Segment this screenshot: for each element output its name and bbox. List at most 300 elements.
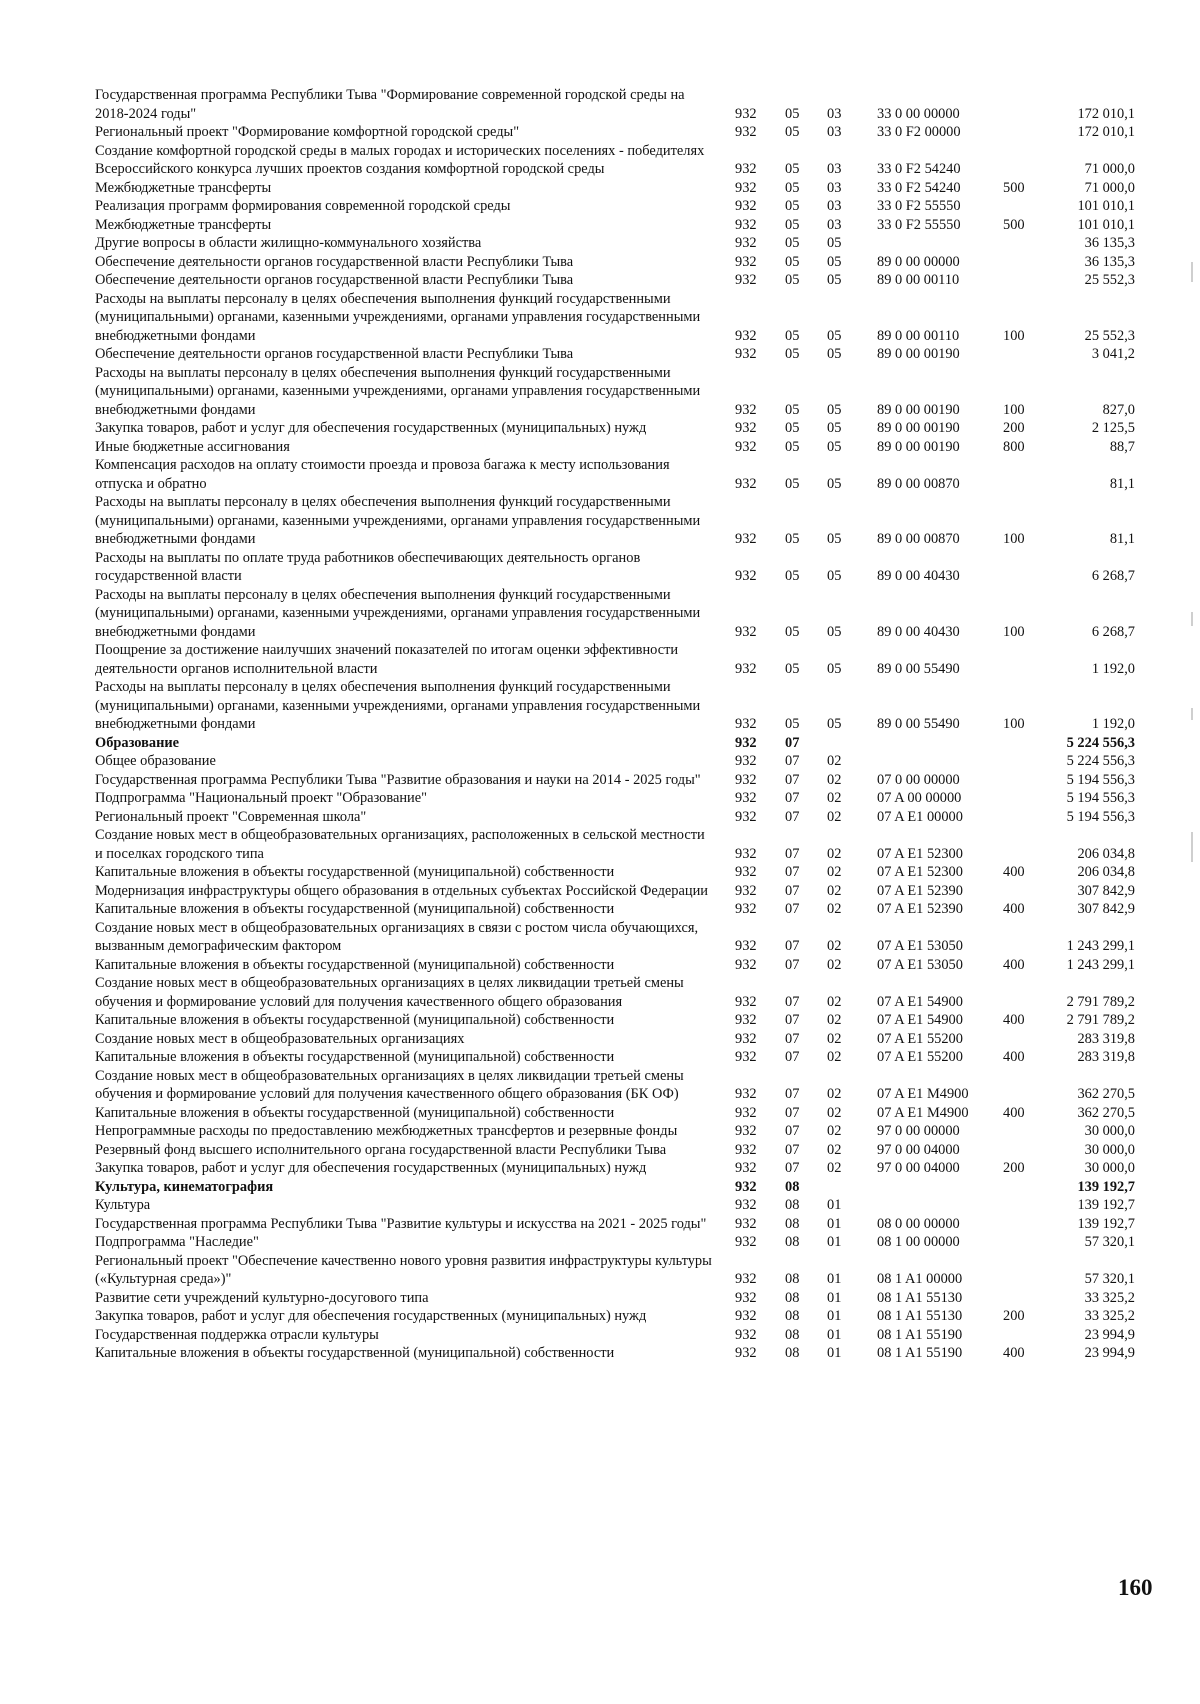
row-target-article-code: 89 0 00 00000 bbox=[877, 253, 960, 270]
row-expense-type-code: 200 bbox=[1003, 1160, 1025, 1176]
row-name: Капитальные вложения в объекты государственной (муниципальной) собственности bbox=[95, 1012, 615, 1028]
row-section-code: 08 bbox=[785, 1215, 800, 1232]
row-grbs-code: 932 bbox=[735, 198, 757, 214]
row-amount: 30 000,0 bbox=[1084, 1160, 1135, 1176]
row-subsection-code: 02 bbox=[827, 1030, 842, 1047]
row-target-article-code: 89 0 00 40430 bbox=[877, 623, 960, 640]
table-row bbox=[0, 1233, 1200, 1252]
table-row bbox=[0, 1252, 1200, 1289]
row-name: Расходы на выплаты персоналу в целях обеспечения выполнения функций государственными (муниципальными) органами, казенными учреждениями, органами управления государственными внебюджетными фондами bbox=[95, 679, 704, 732]
row-grbs-code: 932 bbox=[735, 753, 757, 769]
row-target-article-code: 07 A E1 52390 bbox=[877, 882, 963, 899]
table-row bbox=[0, 1030, 1200, 1049]
table-row bbox=[0, 438, 1200, 457]
row-subsection-code: 02 bbox=[827, 845, 842, 862]
table-row bbox=[0, 197, 1200, 216]
row-name: Расходы на выплаты персоналу в целях обеспечения выполнения функций государственными (муниципальными) органами, казенными учреждениями, органами управления государственными внебюджетными фондами bbox=[95, 290, 704, 344]
row-name: Создание комфортной городской среды в малых городах и исторических поселениях - победителях Всероссийского конкурса лучших проектов создания комфортной городской среды bbox=[95, 142, 708, 177]
row-subsection-code: 02 bbox=[827, 901, 842, 917]
row-name: Капитальные вложения в объекты государственной (муниципальной) собственности bbox=[95, 1345, 615, 1361]
row-target-article-code: 33 0 00 00000 bbox=[877, 105, 960, 122]
row-amount: 81,1 bbox=[1109, 475, 1135, 492]
table-row bbox=[0, 271, 1200, 290]
table-row bbox=[0, 549, 1200, 586]
row-name: Закупка товаров, работ и услуг для обеспечения государственных (муниципальных) нужд bbox=[95, 420, 647, 436]
row-name: Иные бюджетные ассигнования bbox=[95, 438, 290, 455]
row-amount: 1 243 299,1 bbox=[1066, 938, 1135, 954]
row-amount: 139 192,7 bbox=[1077, 1197, 1135, 1213]
row-section-code: 07 bbox=[785, 771, 800, 788]
row-section-code: 05 bbox=[785, 272, 800, 288]
row-grbs-code: 932 bbox=[735, 1030, 757, 1047]
row-name: Создание новых мест в общеобразовательных организациях в связи с ростом числа обучающихся, вызванным демографическим фактором bbox=[95, 919, 702, 954]
row-amount: 88,7 bbox=[1109, 438, 1135, 455]
row-amount: 139 192,7 bbox=[1077, 1178, 1135, 1195]
row-subsection-code: 03 bbox=[827, 216, 842, 233]
row-amount: 36 135,3 bbox=[1084, 235, 1135, 251]
row-grbs-code: 932 bbox=[735, 1160, 757, 1176]
row-amount: 57 320,1 bbox=[1084, 1271, 1135, 1287]
row-section-code: 05 bbox=[785, 105, 800, 122]
row-section-code: 07 bbox=[785, 1049, 800, 1065]
row-grbs-code: 932 bbox=[735, 253, 757, 270]
row-target-article-code: 08 1 A1 55190 bbox=[877, 1326, 963, 1343]
row-section-code: 07 bbox=[785, 753, 800, 769]
row-section-code: 07 bbox=[785, 1160, 800, 1176]
row-grbs-code: 932 bbox=[735, 1215, 757, 1232]
row-target-article-code: 08 0 00 00000 bbox=[877, 1215, 960, 1232]
page-number: 160 bbox=[1118, 1575, 1153, 1600]
scan-edge-mark bbox=[1191, 612, 1193, 626]
table-row bbox=[0, 863, 1200, 882]
row-section-code: 05 bbox=[785, 438, 800, 455]
row-target-article-code: 89 0 00 00190 bbox=[877, 346, 960, 362]
row-grbs-code: 932 bbox=[735, 475, 757, 492]
row-target-article-code: 89 0 00 00190 bbox=[877, 420, 960, 436]
row-subsection-code: 05 bbox=[827, 272, 842, 288]
scan-edge-mark bbox=[1191, 832, 1193, 862]
row-grbs-code: 932 bbox=[735, 993, 757, 1010]
row-grbs-code: 932 bbox=[735, 1271, 757, 1287]
row-subsection-code: 05 bbox=[827, 253, 842, 270]
row-subsection-code: 01 bbox=[827, 1215, 842, 1232]
row-target-article-code: 07 A 00 00000 bbox=[877, 790, 962, 806]
row-subsection-code: 02 bbox=[827, 753, 842, 769]
row-name: Капитальные вложения в объекты государственной (муниципальной) собственности bbox=[95, 1104, 615, 1121]
row-section-code: 07 bbox=[785, 1104, 800, 1121]
row-target-article-code: 89 0 00 00190 bbox=[877, 438, 960, 455]
row-amount: 36 135,3 bbox=[1084, 253, 1135, 270]
row-name: Капитальные вложения в объекты государственной (муниципальной) собственности bbox=[95, 1049, 615, 1065]
row-target-article-code: 89 0 00 00190 bbox=[877, 401, 960, 418]
row-name: Региональный проект "Формирование комфортной городской среды" bbox=[95, 124, 520, 140]
section-row bbox=[0, 1178, 1200, 1197]
row-subsection-code: 01 bbox=[827, 1197, 842, 1213]
table-row bbox=[0, 1159, 1200, 1178]
table-row bbox=[0, 752, 1200, 771]
budget-table bbox=[0, 86, 1200, 1363]
section-row bbox=[0, 734, 1200, 753]
table-row bbox=[0, 142, 1200, 179]
table-row bbox=[0, 919, 1200, 956]
row-name: Создание новых мест в общеобразовательных организациях bbox=[95, 1030, 465, 1047]
row-amount: 5 194 556,3 bbox=[1066, 808, 1135, 825]
row-target-article-code: 97 0 00 00000 bbox=[877, 1123, 960, 1139]
row-amount: 206 034,8 bbox=[1077, 864, 1135, 880]
row-grbs-code: 932 bbox=[735, 1289, 757, 1306]
row-target-article-code: 08 1 00 00000 bbox=[877, 1234, 960, 1250]
row-subsection-code: 02 bbox=[827, 1160, 842, 1176]
row-name: Обеспечение деятельности органов государственной власти Республики Тыва bbox=[95, 253, 574, 270]
row-section-code: 07 bbox=[785, 845, 800, 862]
row-grbs-code: 932 bbox=[735, 1012, 757, 1028]
row-expense-type-code: 400 bbox=[1003, 1049, 1025, 1065]
row-amount: 206 034,8 bbox=[1077, 845, 1135, 862]
table-row bbox=[0, 1196, 1200, 1215]
row-subsection-code: 02 bbox=[827, 790, 842, 806]
row-subsection-code: 03 bbox=[827, 124, 842, 140]
row-section-code: 07 bbox=[785, 734, 800, 751]
row-name: Культура, кинематография bbox=[95, 1178, 274, 1195]
row-subsection-code: 02 bbox=[827, 771, 842, 788]
row-subsection-code: 05 bbox=[827, 475, 842, 492]
row-amount: 6 268,7 bbox=[1091, 623, 1135, 640]
row-section-code: 05 bbox=[785, 531, 800, 547]
row-amount: 23 994,9 bbox=[1084, 1326, 1135, 1343]
table-row bbox=[0, 1215, 1200, 1234]
row-target-article-code: 07 A E1 52390 bbox=[877, 901, 963, 917]
row-section-code: 07 bbox=[785, 1012, 800, 1028]
row-name: Государственная программа Республики Тыва "Развитие культуры и искусства на 2021 - 2025 годы" bbox=[95, 1215, 707, 1232]
row-section-code: 05 bbox=[785, 401, 800, 418]
row-name: Непрограммные расходы по предоставлению межбюджетных трансфертов и резервные фонды bbox=[95, 1123, 678, 1139]
table-row bbox=[0, 290, 1200, 346]
row-subsection-code: 01 bbox=[827, 1289, 842, 1306]
row-target-article-code: 33 0 F2 55550 bbox=[877, 198, 961, 214]
row-name: Капитальные вложения в объекты государственной (муниципальной) собственности bbox=[95, 956, 615, 973]
row-amount: 827,0 bbox=[1102, 401, 1135, 418]
row-grbs-code: 932 bbox=[735, 956, 757, 973]
row-name: Компенсация расходов на оплату стоимости проезда и провоза багажа к месту использования отпуска и обратно bbox=[95, 457, 674, 492]
row-subsection-code: 02 bbox=[827, 1141, 842, 1158]
row-section-code: 07 bbox=[785, 882, 800, 899]
row-target-article-code: 33 0 F2 00000 bbox=[877, 124, 961, 140]
row-amount: 23 994,9 bbox=[1084, 1345, 1135, 1361]
row-section-code: 05 bbox=[785, 623, 800, 640]
table-row bbox=[0, 826, 1200, 863]
row-grbs-code: 932 bbox=[735, 1104, 757, 1121]
row-name: Общее образование bbox=[95, 753, 216, 769]
row-subsection-code: 02 bbox=[827, 1086, 842, 1102]
row-target-article-code: 07 A E1 00000 bbox=[877, 808, 963, 825]
row-amount: 139 192,7 bbox=[1077, 1215, 1135, 1232]
row-name: Расходы на выплаты персоналу в целях обеспечения выполнения функций государственными (муниципальными) органами, казенными учреждениями, органами управления государственными внебюджетными фондами bbox=[95, 494, 704, 547]
row-amount: 1 243 299,1 bbox=[1066, 956, 1135, 973]
table-row bbox=[0, 364, 1200, 420]
row-amount: 1 192,0 bbox=[1091, 716, 1135, 732]
row-name: Государственная поддержка отрасли культуры bbox=[95, 1326, 379, 1343]
row-subsection-code: 05 bbox=[827, 420, 842, 436]
row-grbs-code: 932 bbox=[735, 1345, 757, 1361]
row-grbs-code: 932 bbox=[735, 808, 757, 825]
row-amount: 30 000,0 bbox=[1084, 1123, 1135, 1139]
row-name: Культура bbox=[95, 1197, 151, 1213]
table-row bbox=[0, 216, 1200, 235]
row-section-code: 07 bbox=[785, 864, 800, 880]
table-row bbox=[0, 641, 1200, 678]
row-target-article-code: 97 0 00 04000 bbox=[877, 1141, 960, 1158]
row-expense-type-code: 400 bbox=[1003, 901, 1025, 917]
table-row bbox=[0, 789, 1200, 808]
table-row bbox=[0, 956, 1200, 975]
row-grbs-code: 932 bbox=[735, 235, 757, 251]
row-amount: 283 319,8 bbox=[1077, 1030, 1135, 1047]
row-grbs-code: 932 bbox=[735, 531, 757, 547]
row-subsection-code: 01 bbox=[827, 1326, 842, 1343]
row-expense-type-code: 100 bbox=[1003, 531, 1025, 547]
row-amount: 5 224 556,3 bbox=[1066, 734, 1135, 751]
row-target-article-code: 07 A E1 M4900 bbox=[877, 1086, 969, 1102]
row-grbs-code: 932 bbox=[735, 771, 757, 788]
row-grbs-code: 932 bbox=[735, 1086, 757, 1102]
row-grbs-code: 932 bbox=[735, 1178, 757, 1195]
row-grbs-code: 932 bbox=[735, 161, 757, 177]
row-grbs-code: 932 bbox=[735, 105, 757, 122]
row-amount: 81,1 bbox=[1109, 531, 1135, 547]
row-grbs-code: 932 bbox=[735, 790, 757, 806]
row-grbs-code: 932 bbox=[735, 1197, 757, 1213]
row-target-article-code: 08 1 A1 55130 bbox=[877, 1308, 963, 1324]
table-row bbox=[0, 1344, 1200, 1363]
row-subsection-code: 02 bbox=[827, 882, 842, 899]
row-grbs-code: 932 bbox=[735, 401, 757, 418]
row-section-code: 05 bbox=[785, 216, 800, 233]
row-subsection-code: 03 bbox=[827, 179, 842, 196]
row-name: Расходы на выплаты персоналу в целях обеспечения выполнения функций государственными (муниципальными) органами, казенными учреждениями, органами управления государственными внебюджетными фондами bbox=[95, 364, 704, 418]
row-amount: 30 000,0 bbox=[1084, 1141, 1135, 1158]
table-row bbox=[0, 900, 1200, 919]
row-section-code: 05 bbox=[785, 568, 800, 584]
row-grbs-code: 932 bbox=[735, 938, 757, 954]
row-expense-type-code: 200 bbox=[1003, 1308, 1025, 1324]
row-target-article-code: 07 A E1 52300 bbox=[877, 864, 963, 880]
row-amount: 101 010,1 bbox=[1077, 216, 1135, 233]
row-grbs-code: 932 bbox=[735, 124, 757, 140]
row-target-article-code: 07 A E1 55200 bbox=[877, 1049, 963, 1065]
row-section-code: 05 bbox=[785, 327, 800, 344]
row-subsection-code: 02 bbox=[827, 1104, 842, 1121]
row-section-code: 07 bbox=[785, 1123, 800, 1139]
row-section-code: 05 bbox=[785, 420, 800, 436]
row-target-article-code: 07 0 00 00000 bbox=[877, 771, 960, 788]
table-row bbox=[0, 882, 1200, 901]
row-name: Резервный фонд высшего исполнительного органа государственной власти Республики Тыва bbox=[95, 1141, 667, 1158]
row-subsection-code: 03 bbox=[827, 105, 842, 122]
row-subsection-code: 05 bbox=[827, 401, 842, 418]
row-target-article-code: 89 0 00 40430 bbox=[877, 568, 960, 584]
row-name: Другие вопросы в области жилищно-коммунального хозяйства bbox=[95, 235, 482, 251]
row-expense-type-code: 400 bbox=[1003, 864, 1025, 880]
row-grbs-code: 932 bbox=[735, 734, 757, 751]
row-section-code: 08 bbox=[785, 1308, 800, 1324]
row-section-code: 08 bbox=[785, 1234, 800, 1250]
table-row bbox=[0, 678, 1200, 734]
row-amount: 33 325,2 bbox=[1084, 1289, 1135, 1306]
row-grbs-code: 932 bbox=[735, 420, 757, 436]
row-subsection-code: 05 bbox=[827, 623, 842, 640]
row-expense-type-code: 500 bbox=[1003, 179, 1025, 196]
row-subsection-code: 01 bbox=[827, 1308, 842, 1324]
row-section-code: 05 bbox=[785, 179, 800, 196]
row-target-article-code: 07 A E1 53050 bbox=[877, 956, 963, 973]
row-subsection-code: 01 bbox=[827, 1345, 842, 1361]
row-subsection-code: 05 bbox=[827, 327, 842, 344]
row-name: Обеспечение деятельности органов государственной власти Республики Тыва bbox=[95, 346, 574, 362]
table-row bbox=[0, 234, 1200, 253]
row-section-code: 08 bbox=[785, 1197, 800, 1213]
row-grbs-code: 932 bbox=[735, 1326, 757, 1343]
table-row bbox=[0, 586, 1200, 642]
row-name: Подпрограмма "Наследие" bbox=[95, 1234, 259, 1250]
row-subsection-code: 01 bbox=[827, 1234, 842, 1250]
row-expense-type-code: 100 bbox=[1003, 716, 1025, 732]
row-name: Региональный проект "Современная школа" bbox=[95, 808, 367, 825]
row-subsection-code: 02 bbox=[827, 1012, 842, 1028]
row-name: Региональный проект "Обеспечение качественно нового уровня развития инфраструктуры культуры («Культурная среда»)" bbox=[95, 1252, 716, 1287]
row-expense-type-code: 100 bbox=[1003, 623, 1025, 640]
table-row bbox=[0, 1048, 1200, 1067]
row-section-code: 05 bbox=[785, 161, 800, 177]
row-subsection-code: 03 bbox=[827, 198, 842, 214]
row-expense-type-code: 400 bbox=[1003, 1345, 1025, 1361]
row-target-article-code: 89 0 00 00110 bbox=[877, 272, 960, 288]
table-row bbox=[0, 1141, 1200, 1160]
row-target-article-code: 08 1 A1 55130 bbox=[877, 1289, 963, 1306]
row-grbs-code: 932 bbox=[735, 346, 757, 362]
row-name: Реализация программ формирования современной городской среды bbox=[95, 198, 511, 214]
table-row bbox=[0, 974, 1200, 1011]
row-amount: 25 552,3 bbox=[1084, 327, 1135, 344]
row-grbs-code: 932 bbox=[735, 568, 757, 584]
row-target-article-code: 08 1 A1 00000 bbox=[877, 1271, 963, 1287]
row-grbs-code: 932 bbox=[735, 864, 757, 880]
table-row bbox=[0, 493, 1200, 549]
row-name: Капитальные вложения в объекты государственной (муниципальной) собственности bbox=[95, 901, 615, 917]
row-amount: 362 270,5 bbox=[1077, 1104, 1135, 1121]
row-section-code: 08 bbox=[785, 1345, 800, 1361]
row-grbs-code: 932 bbox=[735, 1234, 757, 1250]
row-grbs-code: 932 bbox=[735, 438, 757, 455]
table-row bbox=[0, 456, 1200, 493]
row-section-code: 05 bbox=[785, 660, 800, 677]
row-amount: 283 319,8 bbox=[1077, 1049, 1135, 1065]
row-subsection-code: 01 bbox=[827, 1271, 842, 1287]
table-row bbox=[0, 1307, 1200, 1326]
row-name: Межбюджетные трансферты bbox=[95, 179, 272, 196]
table-row bbox=[0, 771, 1200, 790]
row-amount: 5 224 556,3 bbox=[1066, 753, 1135, 769]
row-subsection-code: 05 bbox=[827, 716, 842, 732]
row-section-code: 05 bbox=[785, 198, 800, 214]
row-amount: 172 010,1 bbox=[1077, 124, 1135, 140]
table-row bbox=[0, 179, 1200, 198]
row-section-code: 08 bbox=[785, 1326, 800, 1343]
row-grbs-code: 932 bbox=[735, 901, 757, 917]
row-name: Обеспечение деятельности органов государственной власти Республики Тыва bbox=[95, 272, 574, 288]
row-amount: 307 842,9 bbox=[1077, 901, 1135, 917]
row-target-article-code: 07 A E1 54900 bbox=[877, 993, 963, 1010]
row-grbs-code: 932 bbox=[735, 845, 757, 862]
row-target-article-code: 89 0 00 00110 bbox=[877, 327, 960, 344]
table-row bbox=[0, 1289, 1200, 1308]
row-grbs-code: 932 bbox=[735, 882, 757, 899]
row-expense-type-code: 800 bbox=[1003, 438, 1025, 455]
row-name: Капитальные вложения в объекты государственной (муниципальной) собственности bbox=[95, 864, 615, 880]
row-amount: 172 010,1 bbox=[1077, 105, 1135, 122]
row-amount: 5 194 556,3 bbox=[1066, 790, 1135, 806]
row-subsection-code: 02 bbox=[827, 1049, 842, 1065]
row-subsection-code: 02 bbox=[827, 956, 842, 973]
row-grbs-code: 932 bbox=[735, 179, 757, 196]
row-target-article-code: 33 0 F2 54240 bbox=[877, 179, 961, 196]
row-target-article-code: 89 0 00 55490 bbox=[877, 716, 960, 732]
row-name: Создание новых мест в общеобразовательных организациях в целях ликвидации третьей смены обучения и формирование условий для получения качественного общего образования bbox=[95, 975, 688, 1010]
row-name: Государственная программа Республики Тыва "Формирование современной городской среды на 2018-2024 годы" bbox=[95, 87, 689, 122]
scan-edge-mark bbox=[1191, 262, 1193, 282]
row-grbs-code: 932 bbox=[735, 216, 757, 233]
row-name: Модернизация инфраструктуры общего образования в отдельных субъектах Российской Федерации bbox=[95, 882, 708, 899]
row-subsection-code: 02 bbox=[827, 808, 842, 825]
table-row bbox=[0, 419, 1200, 438]
row-expense-type-code: 500 bbox=[1003, 216, 1025, 233]
row-section-code: 07 bbox=[785, 901, 800, 917]
row-expense-type-code: 200 bbox=[1003, 420, 1025, 436]
row-target-article-code: 08 1 A1 55190 bbox=[877, 1345, 963, 1361]
table-row bbox=[0, 86, 1200, 123]
row-subsection-code: 02 bbox=[827, 993, 842, 1010]
row-target-article-code: 89 0 00 00870 bbox=[877, 531, 960, 547]
row-grbs-code: 932 bbox=[735, 623, 757, 640]
row-section-code: 07 bbox=[785, 1086, 800, 1102]
row-name: Создание новых мест в общеобразовательных организациях в целях ликвидации третьей смены обучения и формирование условий для получения качественного общего образования (БК ОФ) bbox=[95, 1067, 688, 1102]
row-section-code: 07 bbox=[785, 938, 800, 954]
row-name: Закупка товаров, работ и услуг для обеспечения государственных (муниципальных) нужд bbox=[95, 1308, 647, 1324]
row-subsection-code: 02 bbox=[827, 938, 842, 954]
row-expense-type-code: 100 bbox=[1003, 327, 1025, 344]
row-section-code: 07 bbox=[785, 956, 800, 973]
row-grbs-code: 932 bbox=[735, 660, 757, 677]
table-row bbox=[0, 1104, 1200, 1123]
row-name: Межбюджетные трансферты bbox=[95, 216, 272, 233]
table-row bbox=[0, 1067, 1200, 1104]
row-target-article-code: 07 A E1 52300 bbox=[877, 845, 963, 862]
row-section-code: 08 bbox=[785, 1178, 800, 1195]
row-amount: 3 041,2 bbox=[1091, 346, 1135, 362]
row-subsection-code: 02 bbox=[827, 1123, 842, 1139]
row-name: Государственная программа Республики Тыва "Развитие образования и науки на 2014 - 2025 годы" bbox=[95, 771, 701, 788]
row-name: Создание новых мест в общеобразовательных организациях, расположенных в сельской местности и поселках городского типа bbox=[95, 827, 709, 862]
row-name: Поощрение за достижение наилучших значений показателей по итогам оценки эффективности деятельности органов исполнительной власти bbox=[95, 642, 682, 677]
row-grbs-code: 932 bbox=[735, 716, 757, 732]
row-section-code: 05 bbox=[785, 475, 800, 492]
row-name: Развитие сети учреждений культурно-досугового типа bbox=[95, 1289, 429, 1306]
table-row bbox=[0, 345, 1200, 364]
row-subsection-code: 02 bbox=[827, 864, 842, 880]
row-section-code: 08 bbox=[785, 1271, 800, 1287]
row-expense-type-code: 100 bbox=[1003, 401, 1025, 418]
row-grbs-code: 932 bbox=[735, 1049, 757, 1065]
table-row bbox=[0, 1326, 1200, 1345]
